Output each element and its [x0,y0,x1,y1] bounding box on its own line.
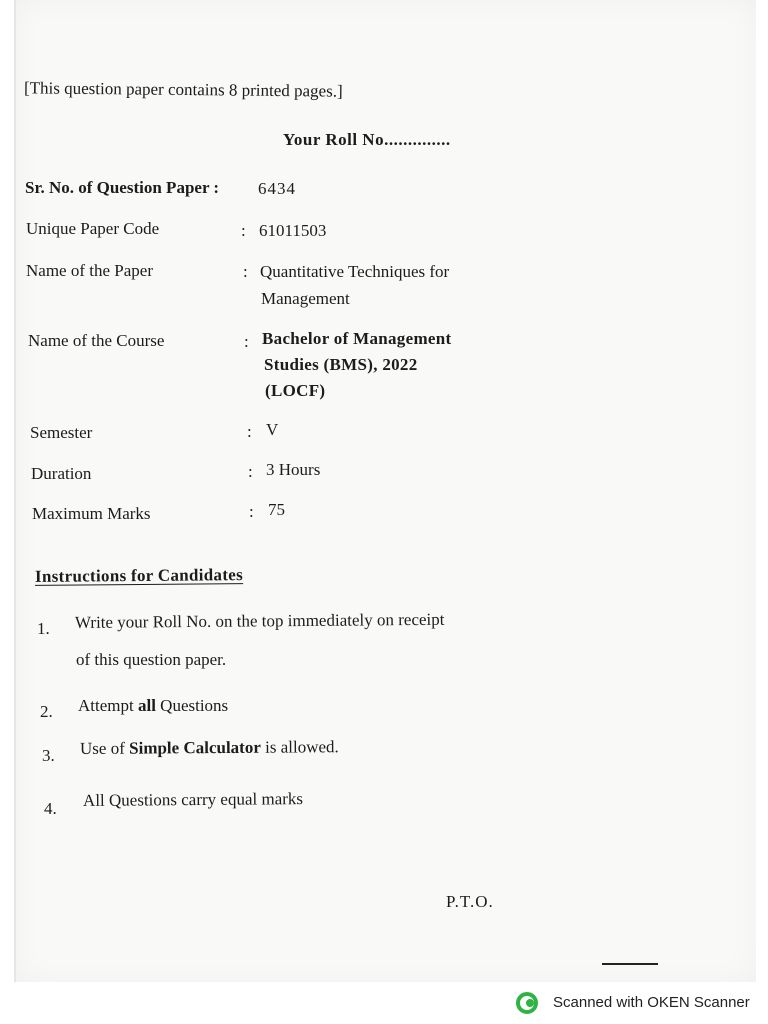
detail-label-paper-code: Unique Paper Code [26,219,160,238]
detail-colon: : [244,332,249,351]
detail-value-paper-code: 61011503 [259,221,327,240]
scanner-watermark-text: Scanned with OKEN Scanner [553,994,750,1011]
page-mark-line [602,963,658,965]
instruction-4-text: All Questions carry equal marks [82,789,304,810]
oken-logo-icon [516,992,538,1014]
roll-no-field: Your Roll No.............. [283,130,451,149]
detail-value-paper-name-line2: Management [261,289,350,308]
detail-label-duration: Duration [31,464,92,483]
detail-label-sr-no: Sr. No. of Question Paper : [25,178,220,197]
detail-colon: : [241,221,246,240]
detail-value-course-line3: (LOCF) [265,381,326,400]
instruction-1-text-line2: of this question paper. [76,650,227,669]
detail-colon: : [243,262,248,281]
detail-colon: : [249,502,254,521]
detail-value-semester: V [266,420,279,439]
detail-colon: : [247,422,252,441]
detail-value-duration: 3 Hours [266,460,321,479]
detail-value-sr-no: 6434 [258,179,296,198]
detail-label-max-marks: Maximum Marks [32,504,151,523]
detail-value-course-line2: Studies (BMS), 2022 [264,355,418,374]
detail-label-semester: Semester [30,423,93,442]
instruction-3-text: Use of Simple Calculator is allowed. [79,737,339,758]
instruction-number: 1. [37,619,50,638]
detail-value-paper-name: Quantitative Techniques for [260,262,450,281]
detail-value-course: Bachelor of Management [262,329,452,348]
detail-label-course: Name of the Course [28,331,165,350]
detail-label-paper-name: Name of the Paper [26,261,153,280]
detail-value-max-marks: 75 [268,500,285,519]
instruction-number: 4. [44,799,57,818]
page-count-note: [This question paper contains 8 printed pages.] [23,78,343,101]
detail-colon: : [248,462,253,481]
instructions-heading: Instructions for Candidates [34,565,244,586]
scanner-footer [0,982,768,1024]
instruction-2-text: Attempt all Questions [78,696,229,715]
instruction-number: 3. [42,746,55,765]
instruction-1-text: Write your Roll No. on the top immediately on receipt [74,609,445,632]
instruction-number: 2. [40,702,53,721]
pto-note: P.T.O. [446,892,494,911]
